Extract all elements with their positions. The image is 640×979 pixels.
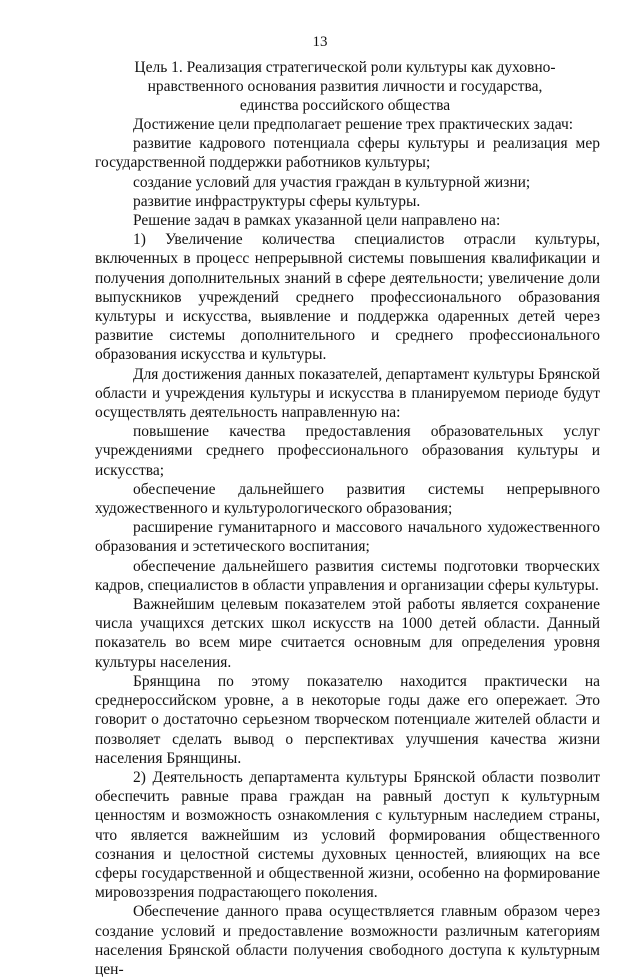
body-text — [95, 115, 600, 979]
paragraph: Решение задач в рамках указанной цели направлено на: — [133, 212, 501, 230]
paragraph: развитие инфраструктуры сферы культуры. — [133, 192, 421, 210]
section-heading: Цель 1. Реализация стратегической роли культуры как духовно-нравственного основания развития личности и государства, единства российского общества — [134, 59, 556, 114]
paragraph: создание условий для участия граждан в культурной жизни; — [133, 173, 531, 191]
paragraph: расширение гуманитарного и массового начального художественного образования и эстетического воспитания; — [95, 519, 600, 556]
paragraph: Для достижения данных показателей, департамент культуры Брянской области и учреждения культуры и искусства в планируемом периоде будут осуществлять деятельность направленную на: — [95, 365, 600, 422]
paragraph: 1) Увеличение количества специалистов отрасли культуры, включенных в процесс непрерывной системы повышения квалификации и получения дополнительных знаний в сфере деятельности; увеличение доли выпускников учреждений среднего профессионального образования культуры и искусства, выявление и поддержка одаренных детей через развитие системы дополнительного и среднего профессионального образования искусства и культуры. — [95, 231, 600, 364]
paragraph: Важнейшим целевым показателем этой работы является сохранение числа учащихся детских школ искусств на 1000 детей области. Данный показатель во всем мире считается основным для определения уровня культуры населения. — [95, 596, 600, 671]
paragraph: обеспечение дальнейшего развития системы подготовки творческих кадров, специалистов в области управления и организации сферы культуры. — [95, 557, 600, 594]
page-number: 13 — [312, 34, 328, 50]
paragraph: повышение качества предоставления образовательных услуг учреждениями среднего профессионального образования культуры и искусства; — [95, 423, 600, 479]
paragraph: обеспечение дальнейшего развития системы непрерывного художественного и культурологического образования; — [95, 480, 600, 518]
paragraph: развитие кадрового потенциала сферы культуры и реализация мер государственной поддержки работников культуры; — [95, 135, 600, 172]
paragraph: Брянщина по этому показателю находится практически на среднероссийском уровне, а в некоторые годы даже его опережает. Это говорит о достаточно серьезном творческом потенциале жителей области и позволяет сделать вывод о перспективах улучшения качества жизни населения Брянщины. — [95, 672, 600, 767]
paragraph: Обеспечение данного права осуществляется главным образом через создание условий и предоставление возможности различным категориям населения Брянской области получения свободного доступа к культурным цен- — [95, 903, 600, 978]
paragraph: Достижение цели предполагает решение трех практических задач: — [133, 116, 574, 133]
paragraph: 2) Деятельность департамента культуры Брянской области позволит обеспечить равные права граждан на равный доступ к культурным ценностям и возможность ознакомления с культурным наследием страны, что является важнейшим из условий формирования общественного сознания и целостной системы духовных ценностей, влияющих на все сферы государственной и общественной жизни, особенно на формирование мировоззрения подрастающего поколения. — [95, 768, 600, 902]
